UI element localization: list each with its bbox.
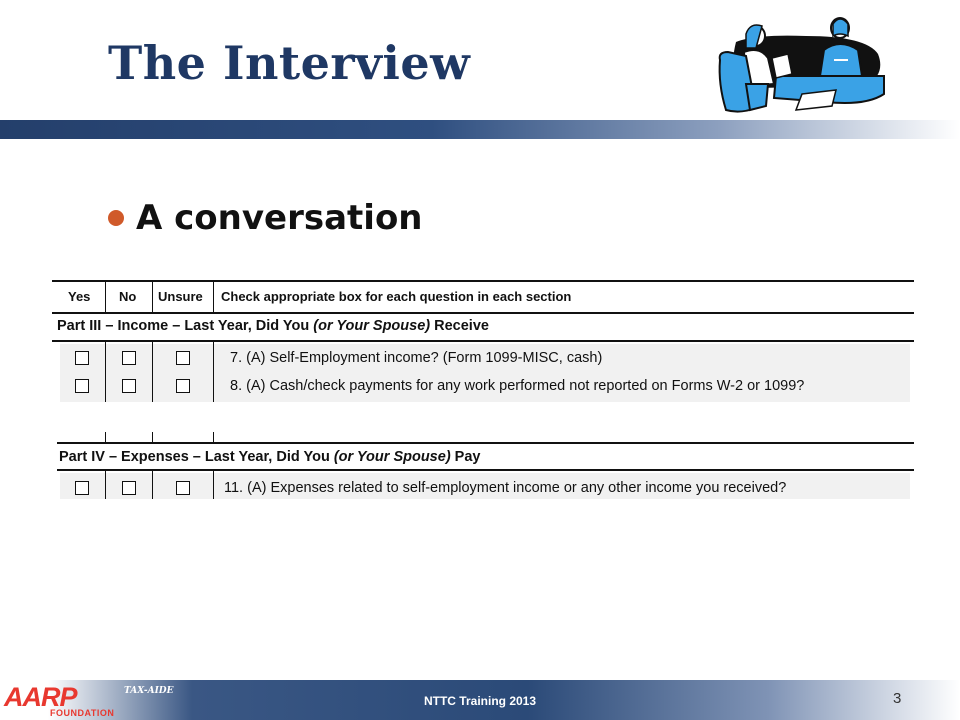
col-divider	[213, 342, 214, 402]
q8-unsure-checkbox[interactable]	[176, 379, 190, 393]
footer-center-text: NTTC Training 2013	[423, 694, 537, 708]
header-instruction: Check appropriate box for each question in each section	[221, 289, 572, 304]
interview-illustration	[716, 14, 886, 118]
question-11: 11. (A) Expenses related to self-employment income or any other income you received?	[224, 480, 787, 496]
col-divider	[105, 342, 106, 402]
bullet-text: A conversation	[136, 198, 423, 238]
col-divider	[152, 282, 153, 312]
col-divider	[152, 342, 153, 402]
col-divider	[213, 282, 214, 312]
header-no: No	[119, 289, 137, 304]
question-8: 8. (A) Cash/check payments for any work performed not reported on Forms W-2 or 1099?	[230, 378, 805, 394]
header-bottom-border	[52, 312, 914, 314]
col-divider	[105, 432, 106, 442]
aarp-foundation-label: FOUNDATION	[50, 708, 115, 718]
tax-aide-label: TAX-AIDE	[124, 686, 174, 696]
aarp-logo: AARP	[4, 682, 77, 712]
col-divider	[152, 432, 153, 442]
q8-yes-checkbox[interactable]	[75, 379, 89, 393]
part4-top-border	[57, 442, 914, 444]
col-divider	[105, 471, 106, 499]
col-divider	[105, 282, 106, 312]
col-divider	[213, 432, 214, 442]
part4-title: Part IV – Expenses – Last Year, Did You (or Your Spouse) Pay	[59, 449, 481, 465]
q11-no-checkbox[interactable]	[122, 481, 136, 495]
q7-yes-checkbox[interactable]	[75, 351, 89, 365]
bullet-dot-icon	[108, 210, 124, 226]
col-divider	[213, 471, 214, 499]
col-divider	[152, 471, 153, 499]
part3-title: Part III – Income – Last Year, Did You (or Your Spouse) Receive	[57, 318, 489, 334]
question-7: 7. (A) Self-Employment income? (Form 1099-MISC, cash)	[230, 350, 603, 366]
bullet-item	[108, 198, 423, 238]
q7-no-checkbox[interactable]	[122, 351, 136, 365]
q11-yes-checkbox[interactable]	[75, 481, 89, 495]
slide-title: The Interview	[108, 36, 471, 90]
form-top-border	[52, 280, 914, 282]
part4-title-border	[57, 469, 914, 471]
page-number: 3	[893, 690, 902, 707]
q7-unsure-checkbox[interactable]	[176, 351, 190, 365]
header-yes: Yes	[68, 289, 91, 304]
q11-unsure-checkbox[interactable]	[176, 481, 190, 495]
q8-no-checkbox[interactable]	[122, 379, 136, 393]
part3-title-border	[52, 340, 914, 342]
title-divider-bar	[0, 120, 960, 139]
header-unsure: Unsure	[158, 289, 203, 304]
